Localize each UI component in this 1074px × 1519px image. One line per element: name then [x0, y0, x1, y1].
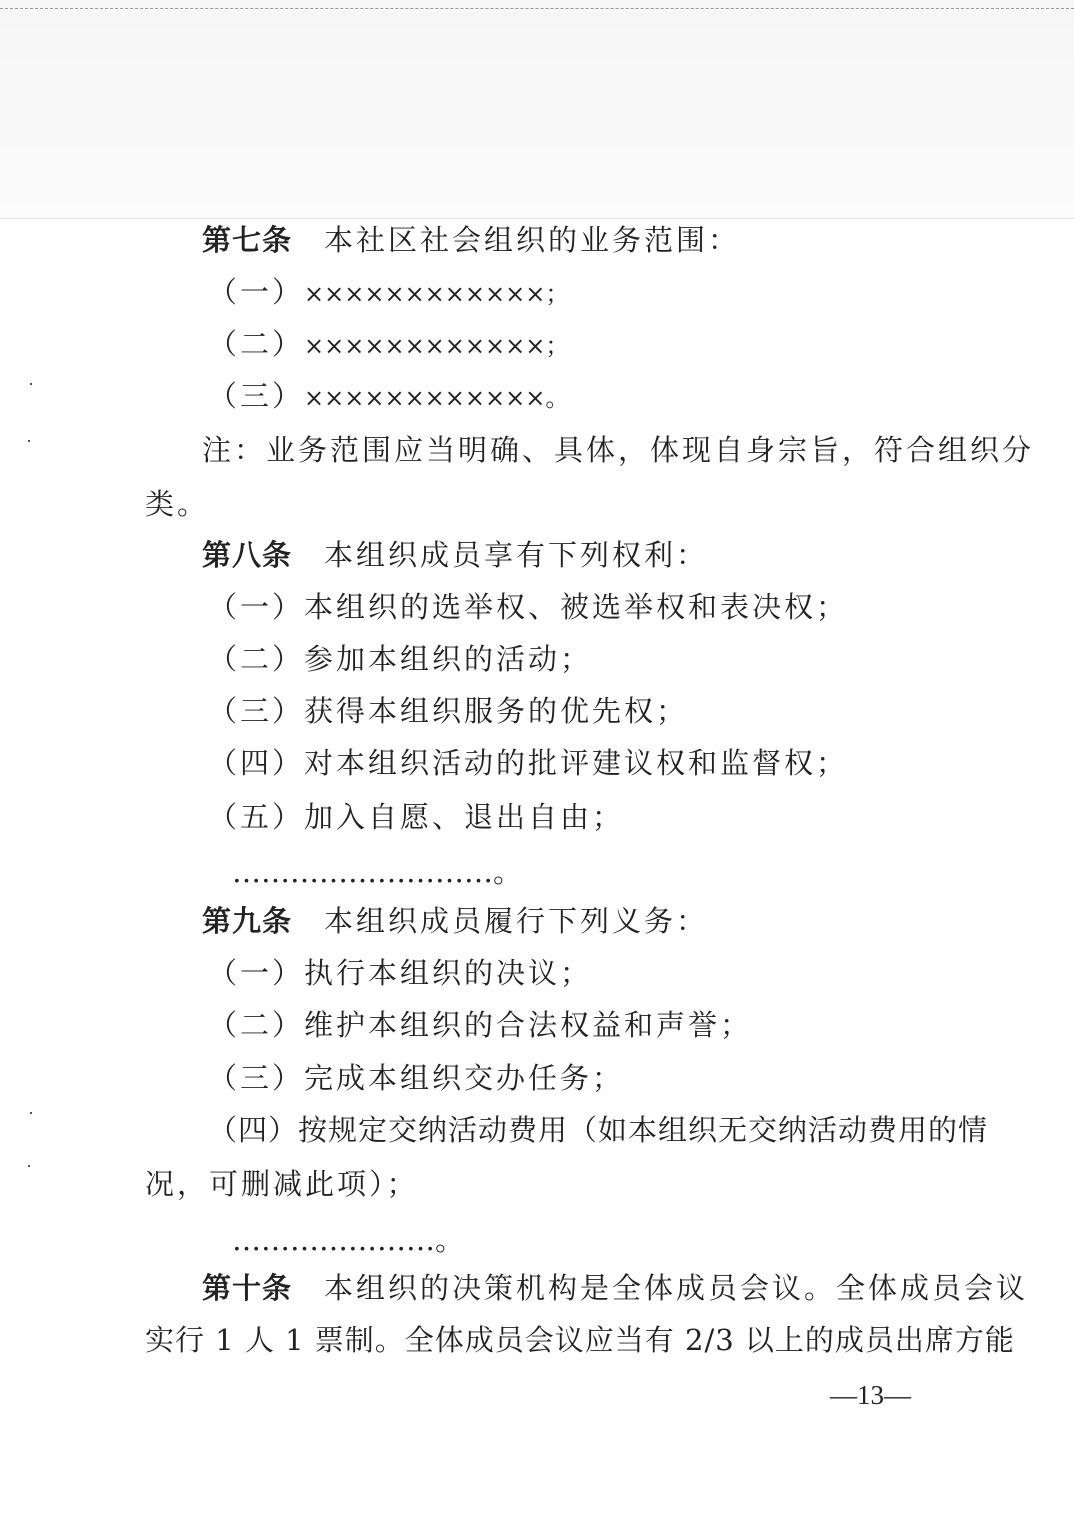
item-label: （一） [208, 275, 305, 309]
article-10-heading: 第十条 [202, 1271, 293, 1305]
item-text: ××××××××××××； [304, 280, 570, 308]
article-7-note-line-2: 类。 [145, 487, 210, 521]
article-8-item-1 [0, 587, 1074, 627]
item-text: 按规定交纳活动费用（如本组织无交纳活动费用的情 [298, 1113, 989, 1147]
article-9-item-4-continued: 况，可删减此项）； [145, 1167, 419, 1201]
article-9-item-3 [0, 1058, 1074, 1098]
item-text: 参加本组织的活动； [304, 642, 593, 676]
article-8-text: 本组织成员享有下列权利： [324, 538, 709, 572]
item-label: （三） [208, 1061, 305, 1095]
item-label: （三） [208, 694, 305, 728]
article-7-item-2 [0, 324, 1074, 366]
article-8-item-3 [0, 691, 1074, 731]
article-8-item-5 [0, 797, 1074, 837]
article-9-ellipsis: …………………。 [232, 1223, 465, 1257]
article-8-item-4 [0, 743, 1074, 783]
article-9-heading-line [0, 901, 1074, 941]
article-7-item-3 [0, 376, 1074, 418]
item-text: ××××××××××××。 [304, 384, 570, 412]
item-label: （二） [208, 327, 305, 361]
article-7-heading: 第七条 [202, 223, 293, 257]
item-label: （四） [208, 746, 305, 780]
item-text: 加入自愿、退出自由； [304, 800, 625, 834]
item-label: （二） [208, 642, 305, 676]
article-8-heading: 第八条 [202, 538, 293, 572]
item-text: 本组织的选举权、被选举权和表决权； [304, 590, 849, 624]
item-text: 完成本组织交办任务； [304, 1061, 625, 1095]
article-7-heading-line [0, 220, 1074, 260]
article-10-text-line-1: 本组织的决策机构是全体成员会议。全体成员会议 [324, 1271, 1029, 1305]
article-7-item-1 [0, 272, 1074, 314]
item-text: 维护本组织的合法权益和声誉； [304, 1008, 753, 1042]
article-7-text: 本社区社会组织的业务范围： [324, 223, 741, 257]
article-10-heading-line [0, 1268, 1074, 1308]
page-number: —13— [830, 1380, 911, 1410]
item-text: 执行本组织的决议； [304, 956, 593, 990]
article-7-note-line-1: 注：业务范围应当明确、具体，体现自身宗旨，符合组织分 [202, 433, 1035, 467]
item-text: 获得本组织服务的优先权； [304, 694, 689, 728]
item-label: （五） [208, 800, 305, 834]
article-9-text: 本组织成员履行下列义务： [324, 904, 709, 938]
article-9-item-4 [0, 1110, 1074, 1150]
item-label: （三） [208, 379, 305, 413]
item-text: ××××××××××××； [304, 332, 570, 360]
article-8-item-2 [0, 639, 1074, 679]
item-label: （二） [208, 1008, 305, 1042]
article-10-text-line-2: 实行 1 人 1 票制。全体成员会议应当有 2/3 以上的成员出席方能 [145, 1323, 1015, 1357]
article-8-ellipsis: ………………………。 [232, 855, 523, 889]
item-label: （一） [208, 956, 305, 990]
scan-header-band [0, 0, 1074, 219]
item-text: 对本组织活动的批评建议权和监督权； [304, 746, 849, 780]
article-8-heading-line [0, 535, 1074, 575]
item-label: （一） [208, 590, 305, 624]
article-9-item-2 [0, 1005, 1074, 1045]
article-9-item-1 [0, 953, 1074, 993]
scan-top-edge [0, 8, 1074, 9]
item-label: （四） [208, 1113, 299, 1147]
article-9-heading: 第九条 [202, 904, 293, 938]
